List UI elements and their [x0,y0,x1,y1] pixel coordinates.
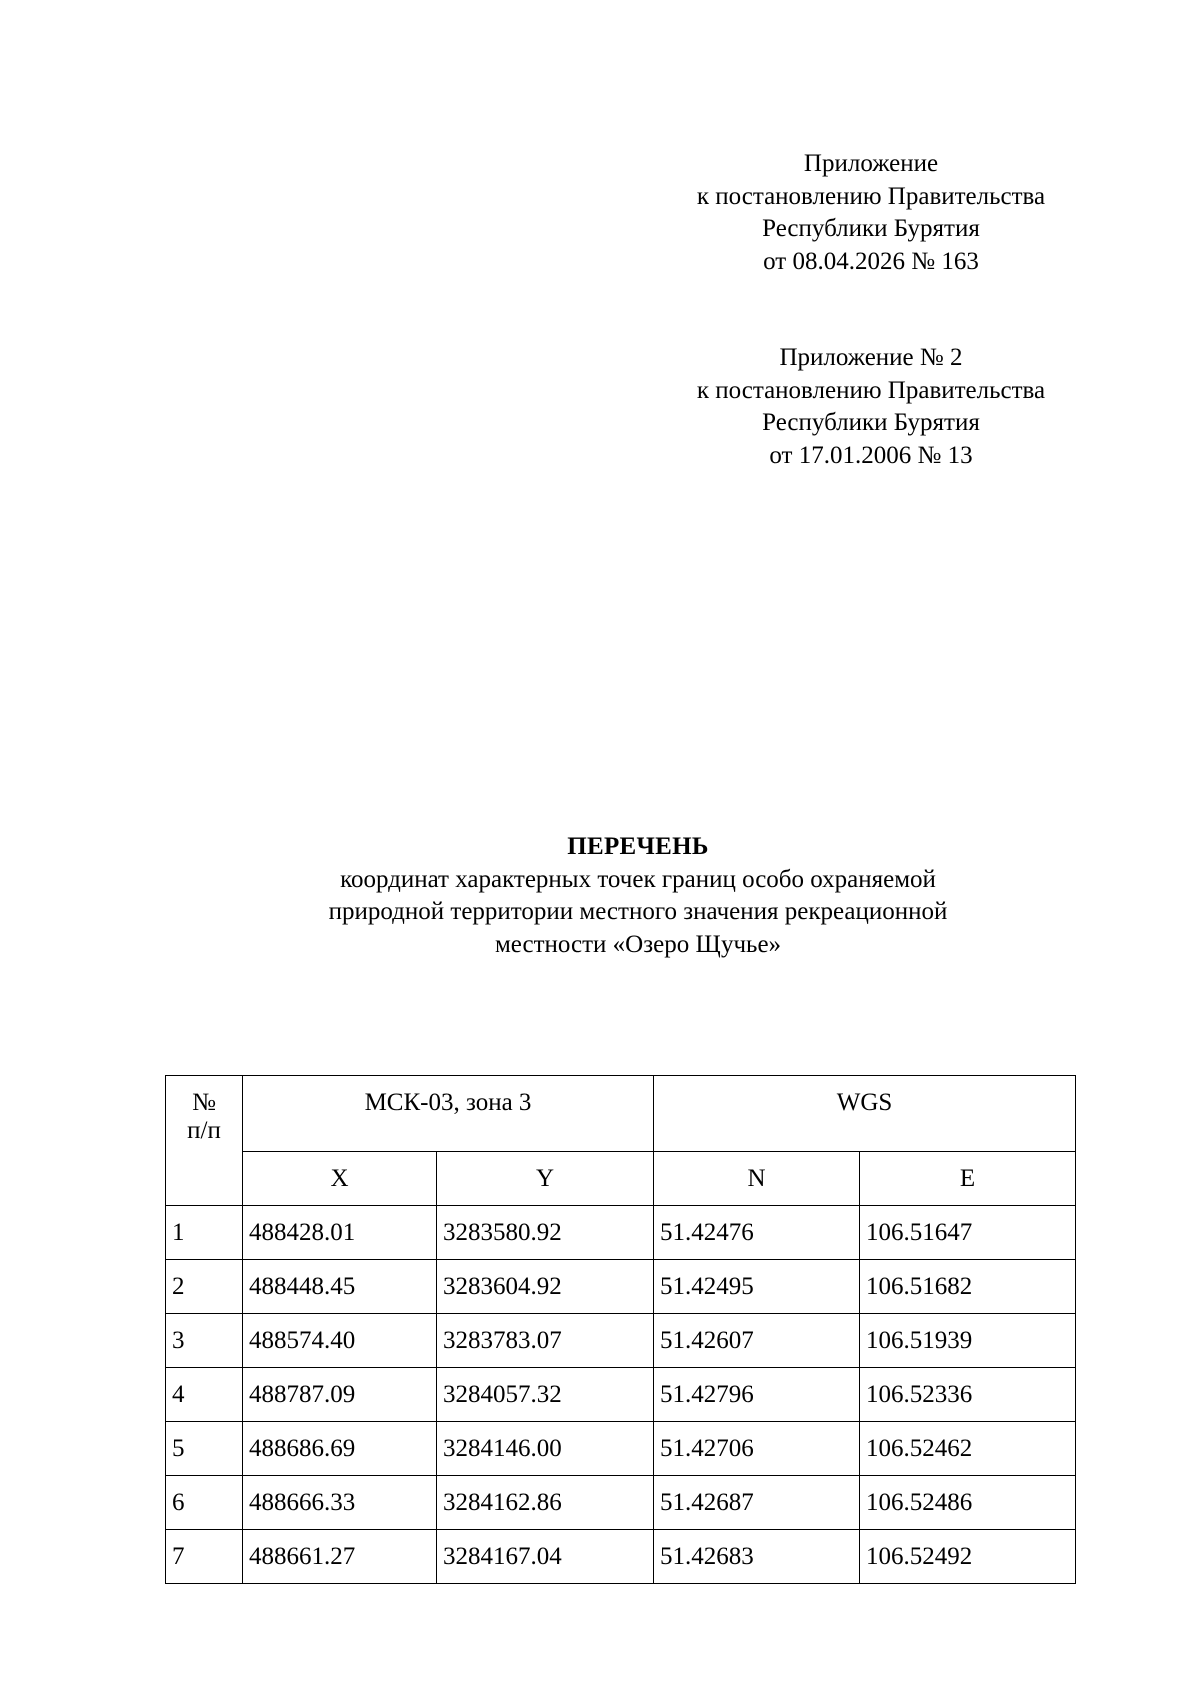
cell-num: 1 [166,1206,243,1260]
approval-line: Республики Бурятия [762,215,980,242]
cell-x: 488428.01 [243,1206,437,1260]
approval-line: от 08.04.2026 № 163 [763,247,979,275]
table-row [166,1206,1076,1260]
approval-line: Республики Бурятия [762,409,980,436]
cell-y: 3283604.92 [437,1260,654,1314]
approval-line: Приложение [803,150,939,177]
cell-x: 488661.27 [243,1530,437,1584]
cell-x: 488686.69 [243,1422,437,1476]
header-number-symbol: № [192,1089,216,1116]
cell-n: 51.42683 [654,1530,860,1584]
header-y: Y [437,1152,654,1206]
cell-num: 6 [166,1476,243,1530]
table-row [166,1476,1076,1530]
cell-num: 3 [166,1314,243,1368]
cell-x: 488787.09 [243,1368,437,1422]
approval-line: от 17.01.2006 № 13 [769,441,973,469]
cell-num: 2 [166,1260,243,1314]
cell-e: 106.51939 [860,1314,1076,1368]
header-msk: МСК-03, зона 3 [243,1076,654,1152]
cell-num: 4 [166,1368,243,1422]
cell-x: 488448.45 [243,1260,437,1314]
document-subtitle-line: координат характерных точек границ особо охраняемой [340,865,936,893]
cell-n: 51.42495 [654,1260,860,1314]
cell-y: 3284162.86 [437,1476,654,1530]
cell-n: 51.42706 [654,1422,860,1476]
table-row [166,1422,1076,1476]
header-n: N [654,1152,860,1206]
approval-line: к постановлению Правительства [696,376,1046,404]
cell-x: 488666.33 [243,1476,437,1530]
table-header-row [166,1076,1076,1152]
cell-n: 51.42796 [654,1368,860,1422]
document-heading [200,831,1076,961]
header-number [166,1076,243,1206]
cell-y: 3283580.92 [437,1206,654,1260]
cell-y: 3284057.32 [437,1368,654,1422]
cell-n: 51.42687 [654,1476,860,1530]
cell-x: 488574.40 [243,1314,437,1368]
cell-y: 3284167.04 [437,1530,654,1584]
cell-y: 3283783.07 [437,1314,654,1368]
cell-e: 106.51647 [860,1206,1076,1260]
header-number-abbrev: п/п [187,1117,221,1144]
document-title: ПЕРЕЧЕНЬ [567,833,709,860]
cell-n: 51.42607 [654,1314,860,1368]
cell-e: 106.52336 [860,1368,1076,1422]
cell-y: 3284146.00 [437,1422,654,1476]
table-row [166,1260,1076,1314]
document-subtitle-line: местности «Озеро Щучье» [494,930,782,958]
cell-e: 106.51682 [860,1260,1076,1314]
table-row [166,1314,1076,1368]
approval-line: Приложение № 2 [779,344,963,371]
approval-line: к постановлению Правительства [696,182,1046,210]
cell-n: 51.42476 [654,1206,860,1260]
table-row [166,1368,1076,1422]
cell-num: 5 [166,1422,243,1476]
cell-e: 106.52492 [860,1530,1076,1584]
cell-num: 7 [166,1530,243,1584]
table-subheader-row [166,1152,1076,1206]
header-x: X [243,1152,437,1206]
table-row [166,1530,1076,1584]
document-subtitle-line: природной территории местного значения рекреационной [328,898,948,925]
approval-block-current [678,148,1064,278]
approval-block-original [678,342,1064,472]
cell-e: 106.52486 [860,1476,1076,1530]
header-e: E [860,1152,1076,1206]
coordinates-table [165,1075,1076,1584]
header-wgs: WGS [654,1076,1076,1152]
cell-e: 106.52462 [860,1422,1076,1476]
